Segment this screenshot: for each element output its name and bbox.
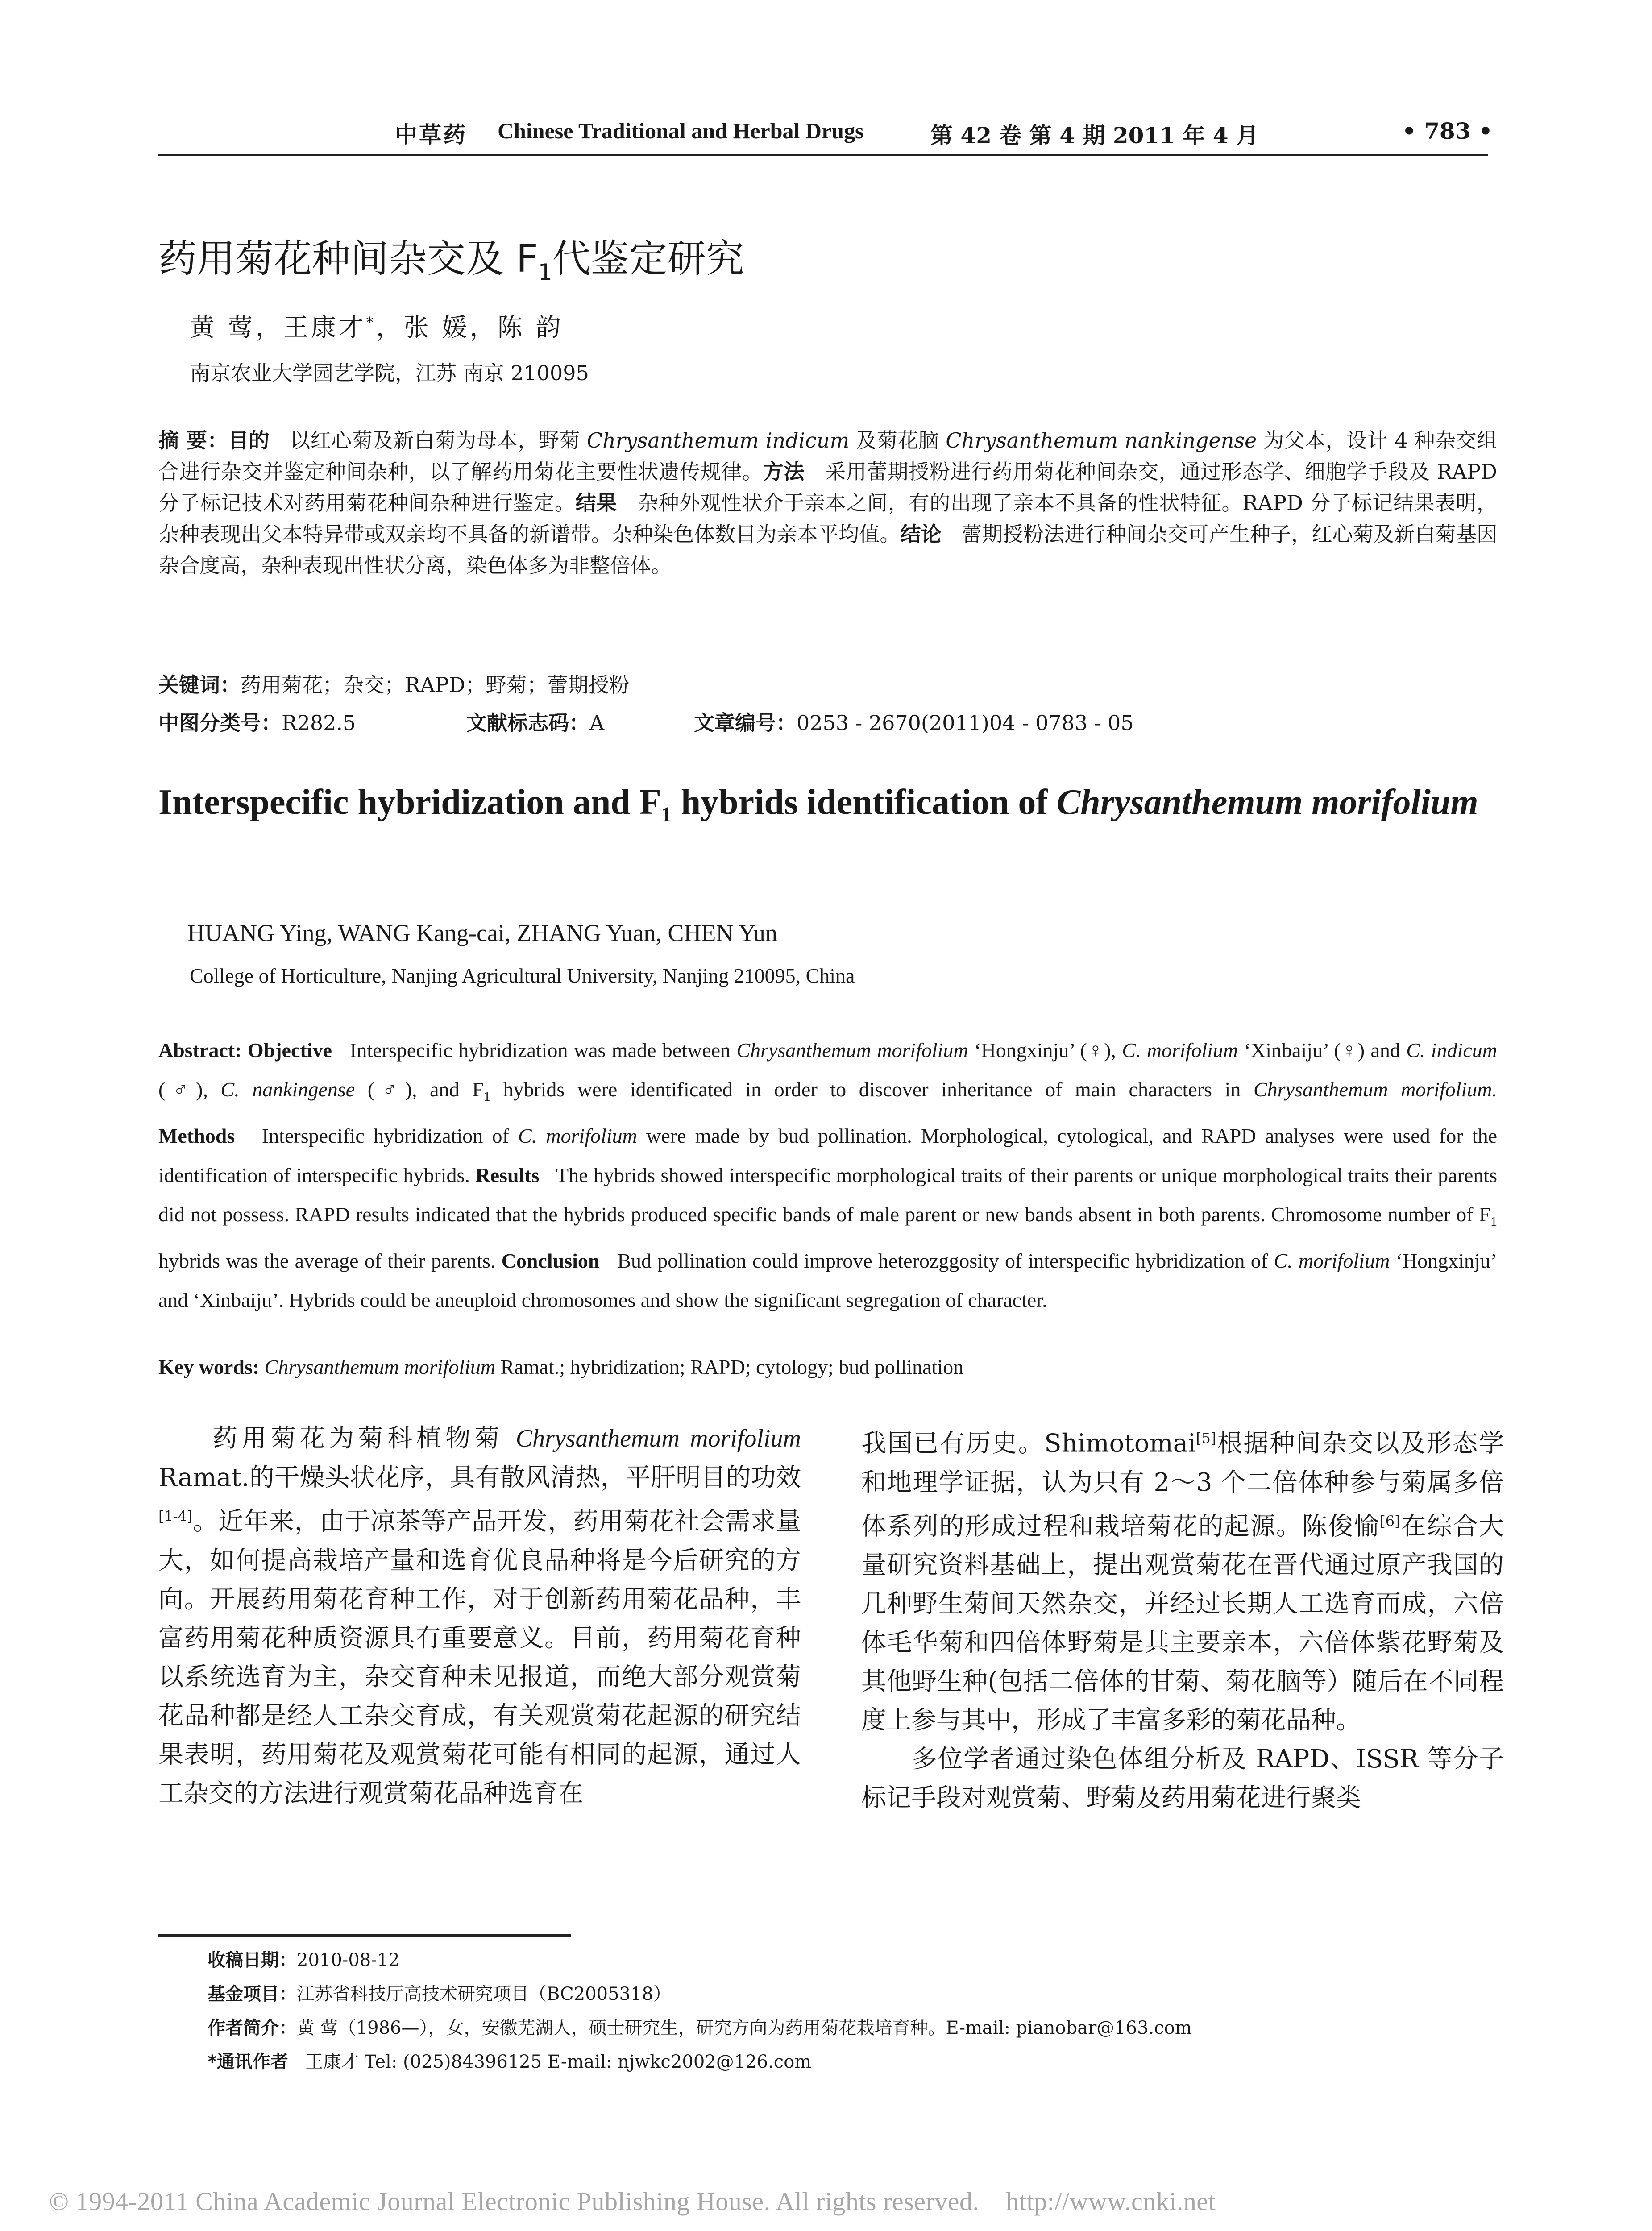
- en-title: Interspecific hybridization and $F_1$ hybrids identification of Chrysanthemum morifolium: [158, 783, 1478, 826]
- footnote-author: 作者简介：黄 莺（1986—），女，安徽芜湖人，硕士研究生，研究方向为药用菊花栽培育种。E-mail: pianobar@163.com: [208, 2018, 1192, 2038]
- footnote-fund: 基金项目：江苏省科技厅高技术研究项目（BC2005318）: [208, 1984, 671, 2004]
- journal-name-cn: 中草药: [395, 121, 467, 148]
- cn-affiliation: 南京农业大学园艺学院，江苏 南京 210095: [190, 361, 589, 385]
- header-rule: [158, 154, 1488, 156]
- en-abstract: Abstract: Objective Interspecific hybridization was made between Chrysanthemum morifolium ‘Hongxinju’ (♀), C. morifolium ‘Xinbaiju’ (♀) and C. indicum (♂), C. nankingense (♂), and $F_1$ hybrids were identificated in order to discover inheritance of main characters in Chrysanthemum morifolium. Methods Interspecific hybridization of C. morifolium were made by bud pollination. Morphological, cytological, and RAPD analyses were used for the identification of interspecific hybrids. Results The hybrids showed interspecific morphological traits of their parents or unique morphological traits their parents did not possess. RAPD results indicated that the hybrids produced specific bands of male parent or new bands absent in both parents. Chromosome number of $F_1$ hybrids was the average of their parents. Conclusion Bud pollination could improve heterozggosity of interspecific hybridization of C. morifolium ‘Hongxinju’ and ‘Xinbaiju’. Hybrids could be aneuploid chromosomes and show the significant segregation of character.: [158, 1039, 1498, 1312]
- journal-name-en: Chinese Traditional and Herbal Drugs: [498, 118, 864, 143]
- en-authors: HUANG Ying, WANG Kang-cai, ZHANG Yuan, CHEN Yun: [187, 920, 777, 946]
- cn-classification: 中图分类号：R282.5 文献标志码：A 文章编号：0253 - 2670(2011)04 - 0783 - 05: [158, 711, 1134, 735]
- footnote-rule: [158, 1934, 571, 1937]
- volume-issue: 第 42 卷 第 4 期 2011 年 4 月: [930, 122, 1258, 149]
- page-number: • 783 •: [1402, 118, 1493, 144]
- cn-abstract: 摘 要：目的 以红心菊及新白菊为母本，野菊 Chrysanthemum indicum 及菊花脑 Chrysanthemum nankingense 为父本，设计 4 种杂交组合进行杂交并鉴定种间杂种，以了解药用菊花主要性状遗传规律。方法 采用蕾期授粉进行药用菊花种间杂交，通过形态学、细胞学手段及 RAPD 分子标记技术对药用菊花种间杂种进行鉴定。结果 杂种外观性状介于亲本之间，有的出现了亲本不具备的性状特征。RAPD 分子标记结果表明，杂种表现出父本特异带或双亲均不具备的新谱带。杂种染色体数目为亲本平均值。结论 蕾期授粉法进行种间杂交可产生种子，红心菊及新白菊基因杂合度高，杂种表现出性状分离，染色体多为非整倍体。: [158, 428, 1498, 577]
- cn-title: 药用菊花种间杂交及 $F_1$代鉴定研究: [158, 236, 744, 286]
- running-header: [158, 117, 1506, 148]
- cn-keywords: 关键词：药用菊花；杂交；RAPD；野菊；蕾期授粉: [158, 673, 630, 697]
- cn-authors: 黄 莺，王康才*，张 媛，陈 韵: [190, 313, 564, 342]
- body-column-right: 我国已有历史。Shimotomai[5]根据种间杂交以及形态学和地理学证据，认为只有 2～3 个二倍体种参与菊属多倍体系列的形成过程和栽培菊花的起源。陈俊愉[6]在综合大量研究资料基础上，提出观赏菊花在晋代通过原产我国的几种野生菊间天然杂交，并经过长期人工选育而成，六倍体毛华菊和四倍体野菊是其主要亲本，六倍体紫花野菊及其他野生种(包括二倍体的甘菊、菊花脑等）随后在不同程度上参与其中，形成了丰富多彩的菊花品种。 多位学者通过染色体组分析及 RAPD、ISSR 等分子标记手段对观赏菊、野菊及药用菊花进行聚类: [861, 1429, 1504, 1813]
- footnote-corresponding: *通讯作者 王康才 Tel: (025)84396125 E-mail: njwkc2002@126.com: [208, 2052, 812, 2072]
- en-affiliation: College of Horticulture, Nanjing Agricultural University, Nanjing 210095, China: [190, 964, 855, 987]
- copyright-notice: © 1994-2011 China Academic Journal Electronic Publishing House. All rights reserved. http://www.cnki.net: [49, 2187, 1216, 2216]
- footnote-received: 收稿日期：2010-08-12: [208, 1950, 400, 1970]
- body-column-left: 药用菊花为菊科植物菊 Chrysanthemum morifolium Ramat.的干燥头状花序，具有散风清热，平肝明目的功效[1-4]。近年来，由于凉茶等产品开发，药用菊花社会需求量大，如何提高栽培产量和选育优良品种将是今后研究的方向。开展药用菊花育种工作，对于创新药用菊花品种，丰富药用菊花种质资源具有重要意义。目前，药用菊花育种以系统选育为主，杂交育种未见报道，而绝大部分观赏菊花品种都是经人工杂交育成，有关观赏菊花起源的研究结果表明，药用菊花及观赏菊花可能有相同的起源，通过人工杂交的方法进行观赏菊花品种选育在: [158, 1424, 801, 1808]
- en-keywords: Key words: Chrysanthemum morifolium Ramat.; hybridization; RAPD; cytology; bud pollination: [158, 1356, 964, 1378]
- footnotes: [208, 1943, 1457, 2079]
